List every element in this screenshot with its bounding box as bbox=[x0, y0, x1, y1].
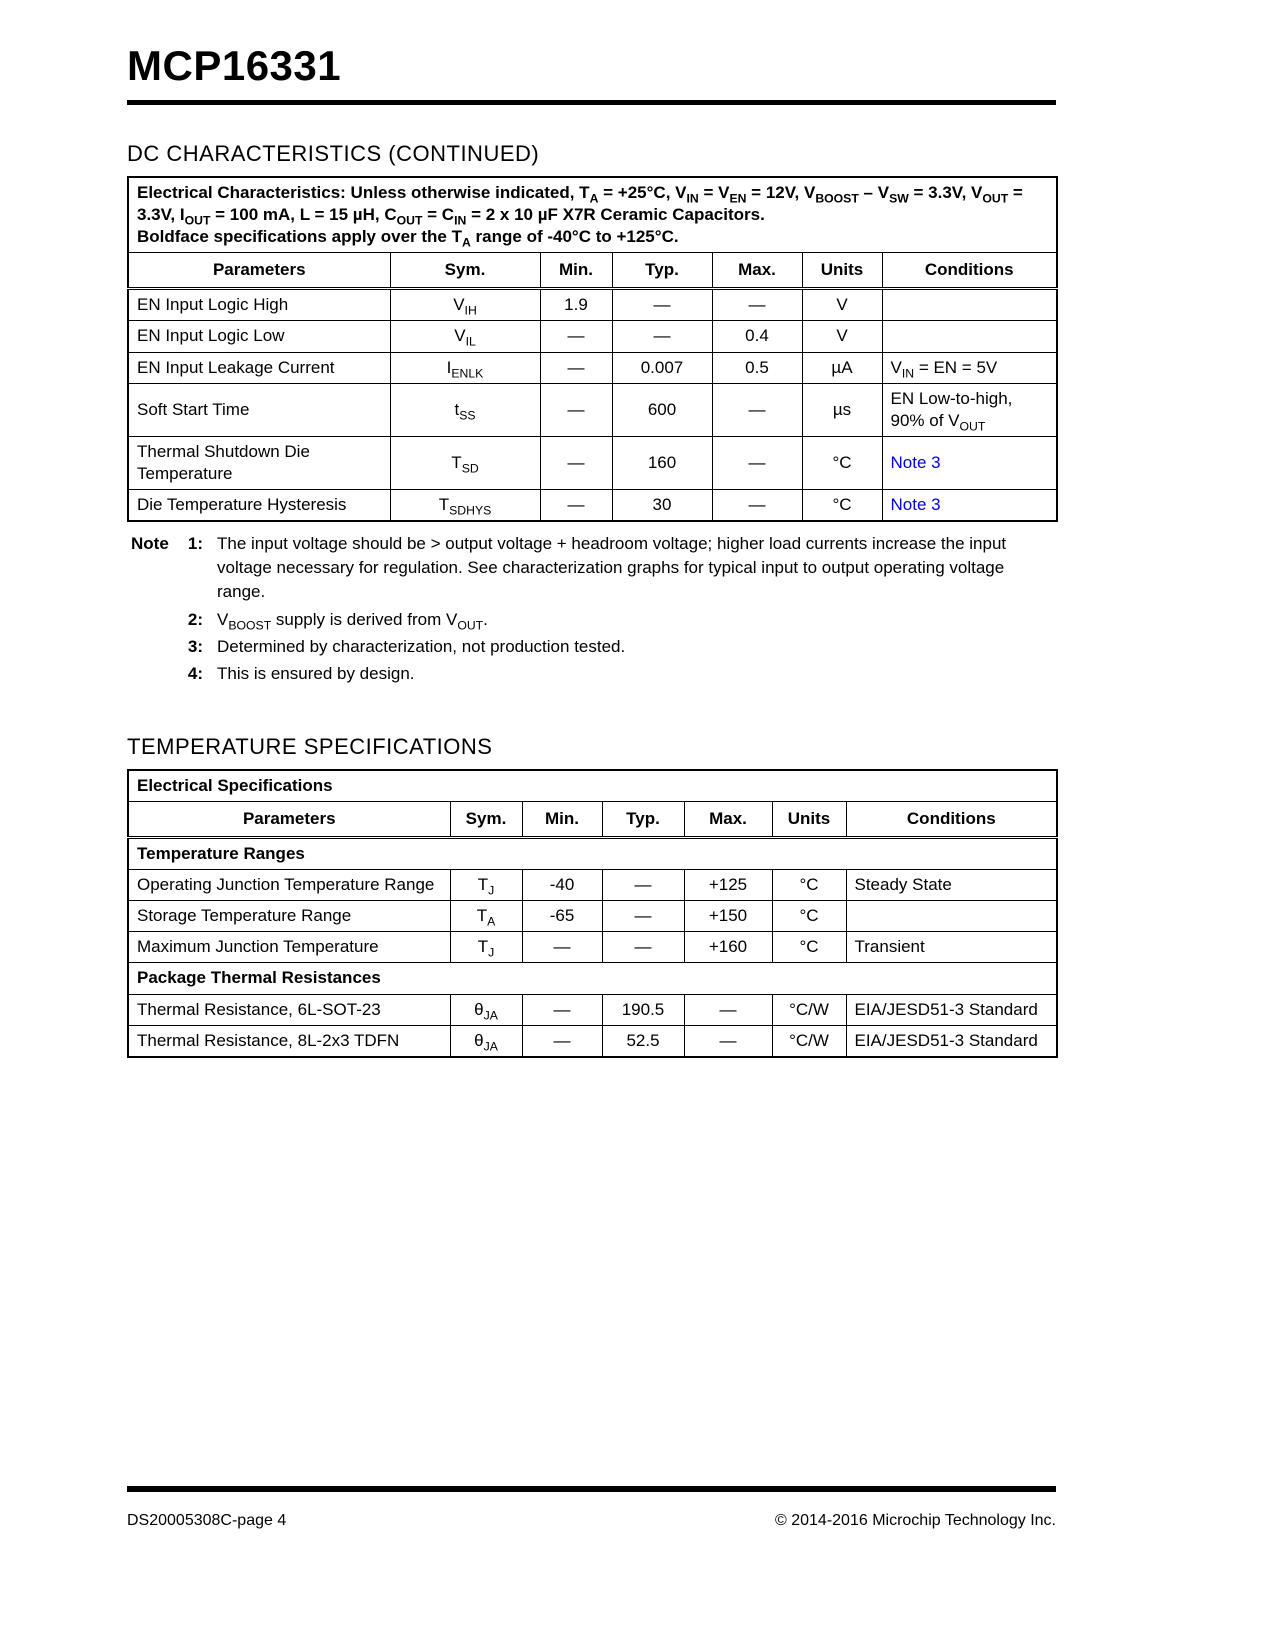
cell-min: — bbox=[540, 383, 612, 436]
cell-conditions: Transient bbox=[846, 932, 1057, 963]
cell-typ: — bbox=[602, 870, 684, 901]
cell-conditions: Steady State bbox=[846, 870, 1057, 901]
note-3-link[interactable]: Note 3 bbox=[890, 495, 941, 515]
cell-max: 0.4 bbox=[712, 321, 802, 352]
footnotes bbox=[131, 532, 1056, 686]
cell-min: — bbox=[522, 932, 602, 963]
cell-max: — bbox=[684, 1025, 772, 1057]
cell-conditions bbox=[882, 436, 1057, 489]
cell-symbol: $T_A$ bbox=[450, 901, 522, 932]
cell-typ: 52.5 bbox=[602, 1025, 684, 1057]
table-header-row bbox=[128, 253, 1057, 289]
cell-conditions: EIA/JESD51-3 Standard bbox=[846, 994, 1057, 1025]
cell-typ: 190.5 bbox=[602, 994, 684, 1025]
cell-parameter: Soft Start Time bbox=[128, 383, 390, 436]
cell-typ: 600 bbox=[612, 383, 712, 436]
cell-units: °C bbox=[772, 901, 846, 932]
table-row bbox=[128, 994, 1057, 1025]
note-label-prefix: Note bbox=[131, 534, 169, 554]
cell-min: — bbox=[540, 490, 612, 522]
cell-symbol: $t_{SS}$ bbox=[390, 383, 540, 436]
note-label-number: 3: bbox=[187, 636, 203, 656]
cell-max: +160 bbox=[684, 932, 772, 963]
note-3-link[interactable]: Note 3 bbox=[890, 452, 941, 472]
note-text: This is ensured by design. bbox=[217, 663, 415, 683]
cell-min: — bbox=[540, 436, 612, 489]
note-label bbox=[131, 635, 217, 659]
cell-parameter: Thermal Resistance, 6L-SOT-23 bbox=[128, 994, 450, 1025]
col-header-parameters: Parameters bbox=[128, 801, 450, 837]
dc-characteristics-heading: DC CHARACTERISTICS (CONTINUED) bbox=[127, 141, 540, 166]
cell-symbol: $T_{SDHYS}$ bbox=[390, 490, 540, 522]
cell-units: °C/W bbox=[772, 994, 846, 1025]
cell-symbol: $T_J$ bbox=[450, 870, 522, 901]
note-item bbox=[131, 608, 1056, 632]
col-header-units: Units bbox=[802, 253, 882, 289]
col-header-max: Max. bbox=[712, 253, 802, 289]
cell-conditions bbox=[882, 490, 1057, 522]
col-header-min: Min. bbox=[540, 253, 612, 289]
note-text: Determined by characterization, not production tested. bbox=[217, 636, 626, 656]
cell-units: V bbox=[802, 289, 882, 321]
table-header-row bbox=[128, 801, 1057, 837]
cell-conditions: $V_{IN}$ = EN = 5V bbox=[882, 352, 1057, 383]
cell-conditions: EIA/JESD51-3 Standard bbox=[846, 1025, 1057, 1057]
note-item bbox=[131, 532, 1056, 604]
col-header-units: Units bbox=[772, 801, 846, 837]
cell-units: °C bbox=[802, 490, 882, 522]
cell-symbol: $\theta_{JA}$ bbox=[450, 994, 522, 1025]
cell-max: — bbox=[712, 436, 802, 489]
cell-conditions: EN Low-to-high, 90% of $V_{OUT}$ bbox=[882, 383, 1057, 436]
cell-min: — bbox=[540, 352, 612, 383]
table-row bbox=[128, 383, 1057, 436]
page-content bbox=[127, 0, 1056, 1058]
temperature-specifications-table bbox=[127, 769, 1058, 1058]
header-rule bbox=[127, 100, 1056, 105]
intro-line-1: Electrical Characteristics: Unless otherwise indicated, $T_A = +25^\circ C$, $V_{IN} = V_{EN} = 12V$, $V_{BOOST} - V_{SW} = 3.3V$, $V_{OUT} = 3.3V$, $I_{OUT} = 100$ mA, L = 15 µH, $C_{OUT} = C_{IN} = 2$ x 10 µF X7R Ceramic Capacitors. bbox=[137, 183, 1023, 228]
cell-typ: — bbox=[612, 289, 712, 321]
col-header-typ: Typ. bbox=[602, 801, 684, 837]
note-item bbox=[131, 635, 1056, 659]
cell-max: — bbox=[712, 383, 802, 436]
cell-symbol: $V_{IL}$ bbox=[390, 321, 540, 352]
cell-parameter: EN Input Leakage Current bbox=[128, 352, 390, 383]
cell-symbol: $\theta_{JA}$ bbox=[450, 1025, 522, 1057]
table-row bbox=[128, 321, 1057, 352]
note-label bbox=[131, 662, 217, 686]
cell-symbol: $V_{IH}$ bbox=[390, 289, 540, 321]
note-label-number: 1: bbox=[187, 534, 203, 554]
cell-conditions bbox=[882, 321, 1057, 352]
note-label-number: 4: bbox=[187, 663, 203, 683]
cell-units: V bbox=[802, 321, 882, 352]
cell-min: -40 bbox=[522, 870, 602, 901]
cell-units: µA bbox=[802, 352, 882, 383]
page-footer bbox=[127, 1486, 1056, 1530]
table-group-row bbox=[128, 963, 1057, 994]
col-header-sym: Sym. bbox=[390, 253, 540, 289]
footer-page-number: DS20005308C-page 4 bbox=[127, 1512, 287, 1529]
cell-symbol: $T_{SD}$ bbox=[390, 436, 540, 489]
cell-parameter: EN Input Logic High bbox=[128, 289, 390, 321]
table-row bbox=[128, 436, 1057, 489]
temperature-specifications-heading: TEMPERATURE SPECIFICATIONS bbox=[127, 733, 493, 759]
cell-conditions bbox=[846, 901, 1057, 932]
cell-symbol: $I_{ENLK}$ bbox=[390, 352, 540, 383]
cell-parameter: Thermal Resistance, 8L-2x3 TDFN bbox=[128, 1025, 450, 1057]
note-text: $V_{BOOST}$ supply is derived from $V_{OUT}$. bbox=[217, 609, 488, 632]
cell-symbol: $T_J$ bbox=[450, 932, 522, 963]
table-row bbox=[128, 490, 1057, 522]
cell-units: µs bbox=[802, 383, 882, 436]
cell-parameter: EN Input Logic Low bbox=[128, 321, 390, 352]
cell-parameter: Maximum Junction Temperature bbox=[128, 932, 450, 963]
col-header-typ: Typ. bbox=[612, 253, 712, 289]
cell-typ: — bbox=[602, 932, 684, 963]
cell-parameter: Thermal Shutdown Die Temperature bbox=[128, 436, 390, 489]
note-text: The input voltage should be > output voltage + headroom voltage; higher load currents increase the input voltage necessary for regulation. See characterization graphs for typical input to output operating voltage range. bbox=[217, 534, 1007, 602]
table-row bbox=[128, 901, 1057, 932]
cell-typ: 30 bbox=[612, 490, 712, 522]
cell-typ: 160 bbox=[612, 436, 712, 489]
footer-copyright: © 2014-2016 Microchip Technology Inc. bbox=[775, 1512, 1056, 1529]
table-row bbox=[128, 1025, 1057, 1057]
note-label bbox=[131, 608, 217, 632]
cell-typ: — bbox=[612, 321, 712, 352]
cell-min: -65 bbox=[522, 901, 602, 932]
table-intro-row bbox=[128, 177, 1057, 253]
table-title: Electrical Specifications bbox=[128, 770, 1057, 802]
cell-conditions bbox=[882, 289, 1057, 321]
col-header-conditions: Conditions bbox=[882, 253, 1057, 289]
table-group-row bbox=[128, 838, 1057, 870]
note-label-number: 2: bbox=[187, 609, 203, 629]
col-header-min: Min. bbox=[522, 801, 602, 837]
cell-max: — bbox=[712, 289, 802, 321]
page-title: MCP16331 bbox=[127, 42, 342, 89]
cell-min: — bbox=[522, 1025, 602, 1057]
cell-max: +150 bbox=[684, 901, 772, 932]
cell-max: — bbox=[684, 994, 772, 1025]
cell-typ: — bbox=[602, 901, 684, 932]
table-title-row bbox=[128, 770, 1057, 802]
group-header: Temperature Ranges bbox=[128, 838, 1057, 870]
cell-min: — bbox=[522, 994, 602, 1025]
cell-min: 1.9 bbox=[540, 289, 612, 321]
cell-parameter: Storage Temperature Range bbox=[128, 901, 450, 932]
dc-characteristics-table bbox=[127, 176, 1058, 522]
cell-typ: 0.007 bbox=[612, 352, 712, 383]
note-item bbox=[131, 662, 1056, 686]
table-intro bbox=[128, 177, 1057, 253]
table-row bbox=[128, 352, 1057, 383]
cell-units: °C bbox=[772, 870, 846, 901]
table-row bbox=[128, 870, 1057, 901]
cell-units: °C/W bbox=[772, 1025, 846, 1057]
cell-min: — bbox=[540, 321, 612, 352]
table-row bbox=[128, 289, 1057, 321]
cell-max: +125 bbox=[684, 870, 772, 901]
intro-line-2: Boldface specifications apply over the $T_A$ range of -40°C to +125°C. bbox=[137, 227, 679, 250]
footer-rule bbox=[127, 1486, 1056, 1492]
cell-parameter: Die Temperature Hysteresis bbox=[128, 490, 390, 522]
group-header: Package Thermal Resistances bbox=[128, 963, 1057, 994]
col-header-sym: Sym. bbox=[450, 801, 522, 837]
table-row bbox=[128, 932, 1057, 963]
note-label bbox=[131, 532, 217, 604]
cell-parameter: Operating Junction Temperature Range bbox=[128, 870, 450, 901]
col-header-conditions: Conditions bbox=[846, 801, 1057, 837]
cell-units: °C bbox=[802, 436, 882, 489]
col-header-parameters: Parameters bbox=[128, 253, 390, 289]
cell-max: 0.5 bbox=[712, 352, 802, 383]
col-header-max: Max. bbox=[684, 801, 772, 837]
cell-units: °C bbox=[772, 932, 846, 963]
cell-max: — bbox=[712, 490, 802, 522]
